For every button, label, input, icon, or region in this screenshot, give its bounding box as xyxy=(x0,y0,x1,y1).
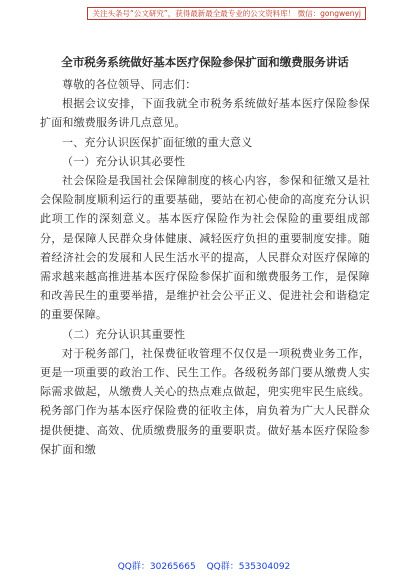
document-title: 全市税务系统做好基本医疗保险参保扩面和缴费服务讲话 xyxy=(61,55,349,69)
subsection-heading-2: （二）充分认识其重要性 xyxy=(62,327,186,341)
body-paragraph-1: 社会保险是我国社会保障制度的核心内容，参保和征缴又是社会保险制度顺利运行的重要基础，要站在初心使命的高度充分认识此项工作的深刻意义。基本医疗保险作为社会保险的重要组成部分，是保障人民群众身体健康、减轻医疗负担的重要制度安排。随着经济社会的发展和人民生活水平的提高，人民群众对医疗保障的需求越来越高推进基本医疗保险参保扩面和缴费服务工作，是保障和改善民生的重要举措，是维护社会公平正义、促进社会和谐稳定的重要保障。 xyxy=(40,174,370,322)
body-paragraph-2: 对于税务部门，社保费征收管理不仅仅是一项税费业务工作，更是一项重要的政治工作、民生工作。各级税务部门要从缴费人实际需求做起，从缴费人关心的热点难点做起，兜实兜牢民生底线。税务部门作为基本医疗保险费的征收主体，肩负着为广大人民群众提供便捷、高效、优质缴费服务的重要职责。做好基本医疗保险参保扩面和缴 xyxy=(40,346,370,456)
section-heading-1: 一、充分认识医保扩面征缴的重大意义 xyxy=(62,135,253,149)
footer-qq-group-1: QQ群：30265665 xyxy=(117,562,196,572)
footer-qq-group-2: QQ群：535304092 xyxy=(206,562,291,572)
promo-banner: 关注头条号“公文研究”，获得最新最全最专业的公文资料库！ 微信：gongwenyj xyxy=(87,7,366,20)
subsection-heading-1: （一）充分认识其必要性 xyxy=(62,154,186,168)
salutation: 尊敬的各位领导、同志们： xyxy=(62,78,197,91)
footer xyxy=(0,559,408,572)
intro-paragraph: 根据会议安排，下面我就全市税务系统做好基本医疗保险参保扩面和缴费服务讲几点意见。 xyxy=(40,97,370,130)
document-page xyxy=(40,54,370,459)
